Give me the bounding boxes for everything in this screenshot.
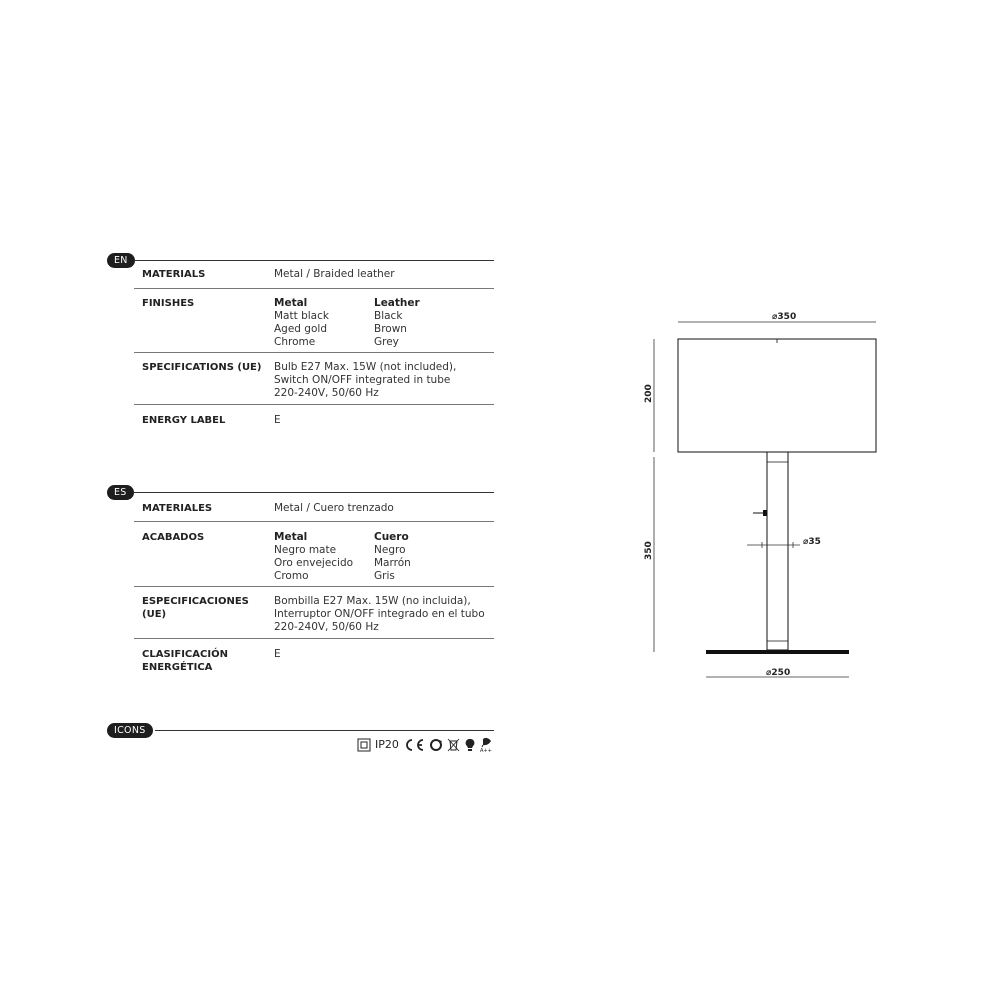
icons-divider — [155, 730, 494, 731]
en-leather-item: Brown — [374, 323, 407, 335]
es-specifications-label-line: ESPECIFICACIONES — [142, 596, 249, 607]
es-energy-label-line: ENERGÉTICA — [142, 662, 213, 673]
en-spec-line: 220-240V, 50/60 Hz — [274, 387, 379, 399]
es-section — [107, 485, 494, 685]
es-spec-line: Bombilla E27 Max. 15W (no incluida), — [274, 595, 471, 607]
en-leather-item: Black — [374, 310, 403, 322]
en-materials-label: MATERIALS — [142, 269, 206, 280]
weee-bin-icon — [447, 738, 460, 752]
es-finishes-metal-column — [274, 531, 353, 583]
es-metal-item: Oro envejecido — [274, 557, 354, 569]
icons-tag: ICONS — [107, 723, 153, 738]
es-specifications-label — [142, 595, 267, 621]
es-materials-value: Metal / Cuero trenzado — [274, 502, 394, 514]
en-finishes-label: FINISHES — [142, 298, 195, 309]
en-materials-row — [134, 261, 494, 289]
en-metal-item: Chrome — [274, 336, 316, 348]
shade-height-label: 200 — [644, 384, 654, 403]
en-metal-item: Matt black — [274, 310, 329, 322]
ip-rating-label: IP20 — [375, 738, 399, 751]
en-energy-label: ENERGY LABEL — [142, 415, 226, 426]
en-leather-title: Leather — [374, 297, 420, 309]
bulb-icon — [464, 738, 476, 752]
es-finishes-leather-column — [374, 531, 411, 583]
en-spec-line: Switch ON/OFF integrated in tube — [274, 374, 451, 386]
en-energy-row — [134, 404, 494, 433]
es-spec-line: 220-240V, 50/60 Hz — [274, 621, 379, 633]
es-materials-label: MATERIALES — [142, 503, 213, 514]
energy-class-icon — [480, 737, 494, 753]
certification-icons — [357, 737, 494, 753]
es-specifications-row — [134, 586, 494, 639]
es-leather-item: Negro — [374, 544, 406, 556]
en-language-tag: EN — [107, 253, 135, 268]
lamp-base — [706, 650, 849, 654]
shade-diameter-label: ⌀350 — [772, 312, 797, 322]
es-energy-label — [142, 648, 267, 674]
es-leather-item: Marrón — [374, 557, 411, 569]
en-leather-item: Grey — [374, 336, 399, 348]
en-finishes-metal-column — [274, 297, 329, 349]
lamp-tube — [767, 452, 788, 650]
tube-diameter-label: ⌀35 — [803, 537, 821, 547]
en-specifications-row — [134, 352, 494, 405]
en-metal-title: Metal — [274, 297, 308, 309]
es-specifications-value — [274, 595, 485, 634]
es-energy-label-line: CLASIFICACIÓN — [142, 649, 228, 660]
es-materials-row — [134, 493, 494, 521]
es-metal-item: Cromo — [274, 570, 309, 582]
es-finishes-row — [134, 521, 494, 587]
energy-class-text: A++ — [479, 748, 492, 753]
es-finishes-label: ACABADOS — [142, 532, 205, 543]
class-ii-icon — [357, 738, 371, 752]
es-metal-item: Negro mate — [274, 544, 337, 556]
es-leather-title: Cuero — [374, 531, 409, 543]
lamp-shade — [678, 339, 876, 452]
es-energy-value: E — [274, 648, 281, 660]
ce-mark-icon — [403, 738, 425, 752]
es-specifications-label-line: (UE) — [142, 609, 167, 620]
recycle-icon — [429, 738, 443, 752]
en-materials-value: Metal / Braided leather — [274, 268, 395, 280]
es-leather-item: Gris — [374, 570, 395, 582]
en-specifications-label: SPECIFICATIONS (UE) — [142, 362, 262, 373]
en-section — [107, 253, 494, 433]
base-diameter-label: ⌀250 — [766, 668, 791, 678]
en-energy-value: E — [274, 414, 281, 426]
en-metal-item: Aged gold — [274, 323, 327, 335]
es-spec-line: Interruptor ON/OFF integrado en el tubo — [274, 608, 485, 620]
es-energy-row — [134, 638, 494, 679]
en-specifications-value — [274, 361, 456, 400]
en-finishes-row — [134, 288, 494, 353]
en-spec-line: Bulb E27 Max. 15W (not included), — [274, 361, 457, 373]
stem-height-label: 350 — [644, 541, 654, 560]
en-finishes-leather-column — [374, 297, 420, 349]
es-metal-title: Metal — [274, 531, 308, 543]
es-language-tag: ES — [107, 485, 134, 500]
switch-knob — [763, 510, 767, 516]
lamp-technical-drawing — [620, 300, 900, 700]
